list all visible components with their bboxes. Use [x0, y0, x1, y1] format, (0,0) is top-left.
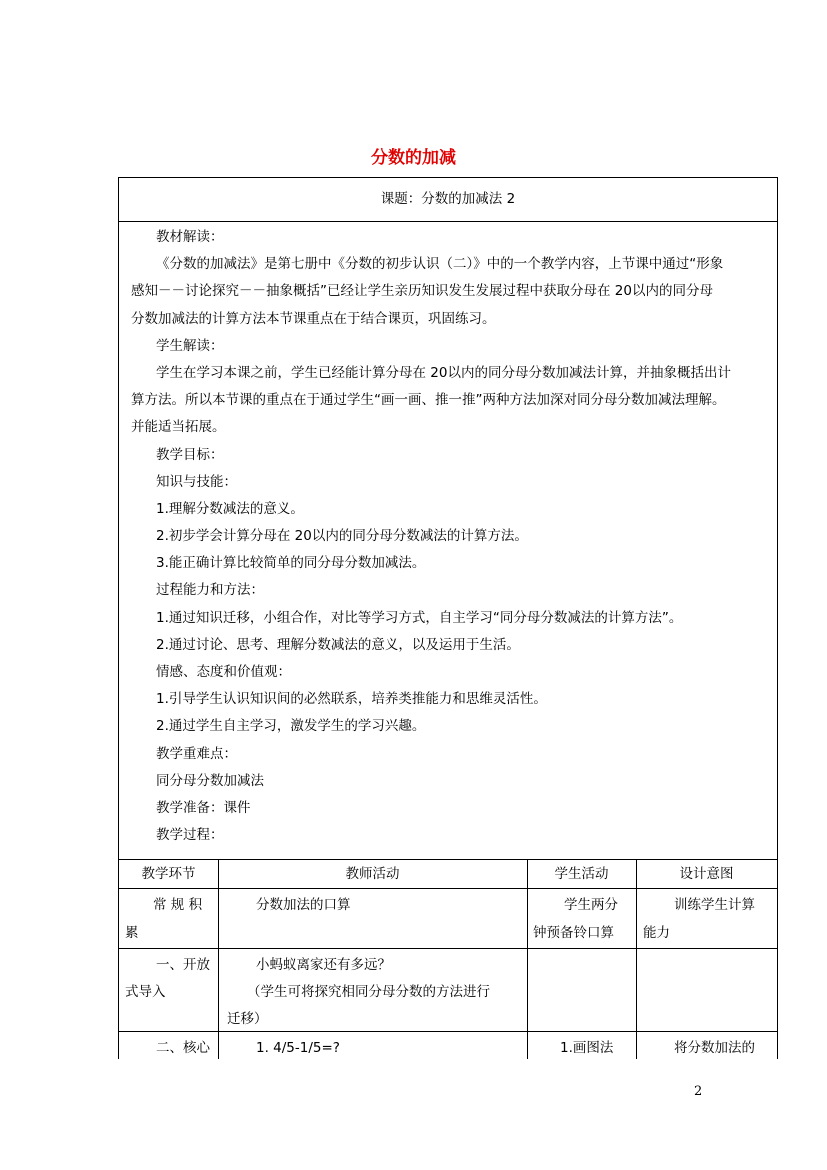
body-line: 并能适当拓展。 [131, 419, 226, 436]
body-line: 过程能力和方法： [156, 582, 264, 599]
row-divider [119, 948, 777, 949]
body-line: 学生解读： [156, 337, 224, 354]
row-divider [119, 1031, 777, 1032]
body-line: 1.引导学生认识知识间的必然联系，培养类推能力和思维灵活性。 [156, 691, 547, 708]
body-line: 算方法。所以本节课的重点在于通过学生“画一画、推一推”两种方法加深对同分母分数加减法理解。 [131, 392, 726, 409]
body-line: 分数加减法的计算方法本节课重点在于结合课页，巩固练习。 [131, 310, 496, 327]
body-line: 2.通过学生自主学习，激发学生的学习兴趣。 [156, 718, 426, 735]
body-line: 教学准备：课件 [156, 799, 251, 816]
header-student: 学生活动 [554, 866, 609, 882]
table-cell: 钟预备铃口算 [533, 925, 614, 941]
header-stage: 教学环节 [141, 866, 196, 882]
page-number: 2 [694, 1084, 703, 1099]
body-line: 《分数的加减法》是第七册中《分数的初步认识（二）》中的一个教学内容，上节课中通过“形象 [156, 256, 724, 273]
body-line: 教学目标： [156, 446, 224, 463]
table-cell: 累 [125, 925, 139, 941]
process-table [118, 859, 778, 1059]
header-intent: 设计意图 [679, 866, 734, 882]
col-divider [636, 860, 637, 1059]
table-cell: 小蚂蚁离家还有多远？ [256, 957, 391, 973]
table-cell: 一、开放 [156, 957, 210, 973]
lesson-plan-box [118, 177, 778, 860]
body-line: 知识与技能： [156, 473, 237, 490]
table-cell: 1. 4/5-1/5=? [256, 1040, 340, 1056]
table-cell: 能力 [643, 925, 670, 941]
table-cell: 学生两分 [564, 897, 618, 913]
body-line: 3.能正确计算比较简单的同分母分数加减法。 [156, 555, 426, 572]
body-line: 2.通过讨论、思考、理解分数减法的意义，以及运用于生活。 [156, 636, 520, 653]
table-cell: 二、核心 [156, 1040, 210, 1056]
body-line: 学生在学习本课之前，学生已经能计算分母在 20以内的同分母分数加减法计算，并抽象概括出计 [156, 364, 731, 381]
table-cell: 式导入 [125, 984, 166, 1000]
page-title: 分数的加减 [371, 148, 456, 168]
col-divider [218, 860, 219, 1059]
body-line: 教学重难点： [156, 745, 237, 762]
table-cell: 常 规 积 [153, 897, 203, 913]
col-divider [527, 860, 528, 1059]
body-line: 感知－－讨论探究－－抽象概括”已经让学生亲历知识发生发展过程中获取分母在 20以内的同分母 [131, 283, 713, 300]
header-teacher: 教师活动 [345, 866, 400, 882]
table-cell: 训练学生计算 [674, 897, 755, 913]
table-cell: 分数加法的口算 [256, 897, 351, 913]
lesson-body [131, 224, 767, 849]
body-line: 1.理解分数减法的意义。 [156, 500, 304, 517]
body-line: 情感、态度和价值观： [156, 664, 291, 680]
body-line: 2.初步学会计算分母在 20以内的同分母分数减法的计算方法。 [156, 528, 528, 545]
table-cell: 1.画图法 [560, 1040, 614, 1056]
subject-row: 课题：分数的加减法 2 [119, 178, 777, 222]
table-cell: 将分数加法的 [674, 1040, 755, 1056]
table-cell: 迁移） [227, 1011, 268, 1027]
table-cell: （学生可将探究相同分母分数的方法进行 [247, 984, 490, 1000]
body-line: 教材解读： [156, 229, 224, 245]
row-divider [119, 888, 777, 889]
body-line: 同分母分数加减法 [156, 772, 264, 789]
body-line: 1.通过知识迁移，小组合作，对比等学习方式，自主学习“同分母分数减法的计算方法”。 [156, 609, 683, 626]
body-line: 教学过程： [156, 827, 224, 844]
